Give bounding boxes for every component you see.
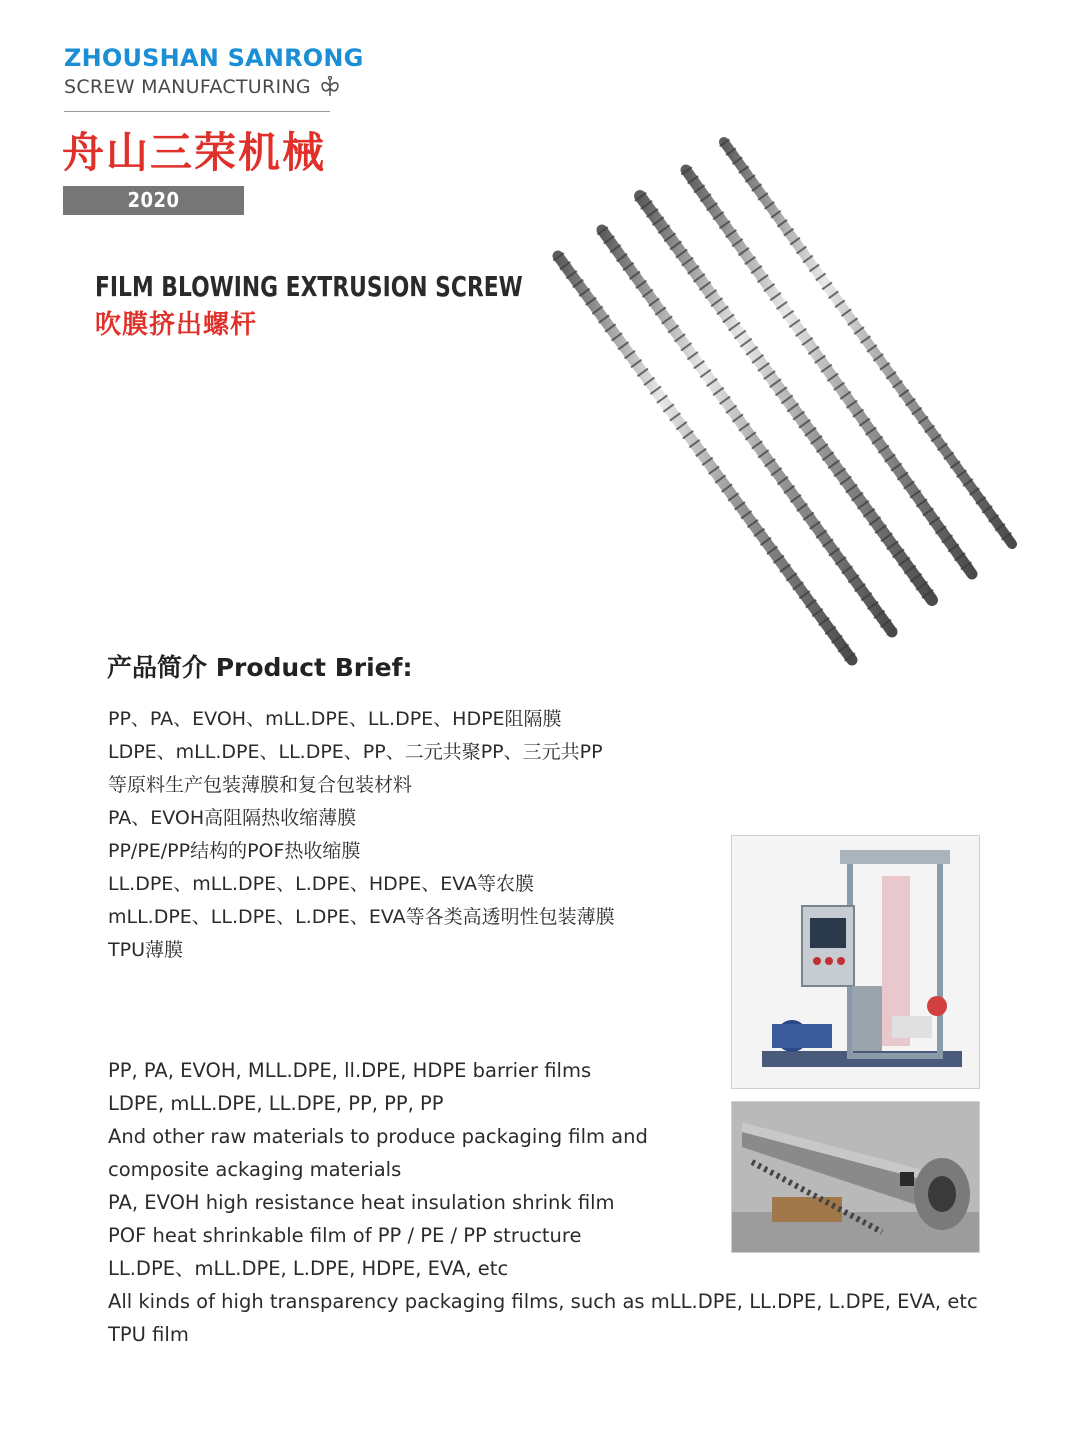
- brand-divider: [64, 111, 330, 112]
- brief-list-en: [108, 1054, 978, 1351]
- list-item: PP, PA, EVOH, MLL.DPE, ll.DPE, HDPE barrier films: [108, 1059, 592, 1082]
- list-item: composite ackaging materials: [108, 1158, 402, 1181]
- brand-name-cn: 舟山三荣机械: [62, 128, 327, 177]
- screw-3: [640, 196, 932, 600]
- film-blowing-machine-photo: [731, 835, 980, 1089]
- brand-subtitle: [64, 76, 343, 98]
- screw-4: [686, 170, 972, 574]
- brief-list-cn: [108, 703, 615, 967]
- list-item: mLL.DPE、LL.DPE、L.DPE、EVA等各类高透明性包装薄膜: [108, 906, 615, 928]
- list-item: LL.DPE、mLL.DPE, L.DPE, HDPE, EVA, etc: [108, 1257, 509, 1280]
- list-item: POF heat shrinkable film of PP / PE / PP structure: [108, 1224, 582, 1247]
- list-item: LDPE, mLL.DPE, LL.DPE, PP, PP, PP: [108, 1092, 444, 1115]
- list-item: 等原料生产包装薄膜和复合包装材料: [108, 774, 413, 796]
- product-brief-heading: 产品简介 Product Brief:: [107, 653, 413, 682]
- list-item: And other raw materials to produce packaging film and: [108, 1125, 648, 1148]
- screws-photo: [540, 130, 1030, 680]
- list-item: TPU薄膜: [108, 939, 183, 961]
- list-item: PA, EVOH high resistance heat insulation shrink film: [108, 1191, 615, 1214]
- product-title-cn: 吹膜挤出螺杆: [95, 310, 258, 340]
- list-item: PP、PA、EVOH、mLL.DPE、LL.DPE、HDPE阻隔膜: [108, 708, 562, 730]
- screw-2: [602, 230, 892, 632]
- brand-subtitle-text: SCREW MANUFACTURING: [64, 76, 311, 98]
- product-title-en: FILM BLOWING EXTRUSION SCREW: [95, 270, 523, 303]
- list-item: TPU film: [108, 1323, 189, 1346]
- list-item: LL.DPE、mLL.DPE、L.DPE、HDPE、EVA等农膜: [108, 873, 534, 895]
- screw-5: [724, 142, 1012, 544]
- catalogue-badge: 2020 CATALOGUE: [63, 186, 244, 215]
- brand-name-en: ZHOUSHAN SANRONG: [64, 44, 364, 72]
- list-item: LDPE、mLL.DPE、LL.DPE、PP、二元共聚PP、三元共PP: [108, 741, 603, 763]
- list-item: PA、EVOH高阻隔热收缩薄膜: [108, 807, 357, 829]
- flower-logo-icon: [317, 76, 343, 98]
- list-item: PP/PE/PP结构的POF热收缩膜: [108, 840, 361, 862]
- screw-1: [558, 256, 852, 660]
- list-item: All kinds of high transparency packaging films, such as mLL.DPE, LL.DPE, L.DPE, EVA, etc: [108, 1290, 978, 1313]
